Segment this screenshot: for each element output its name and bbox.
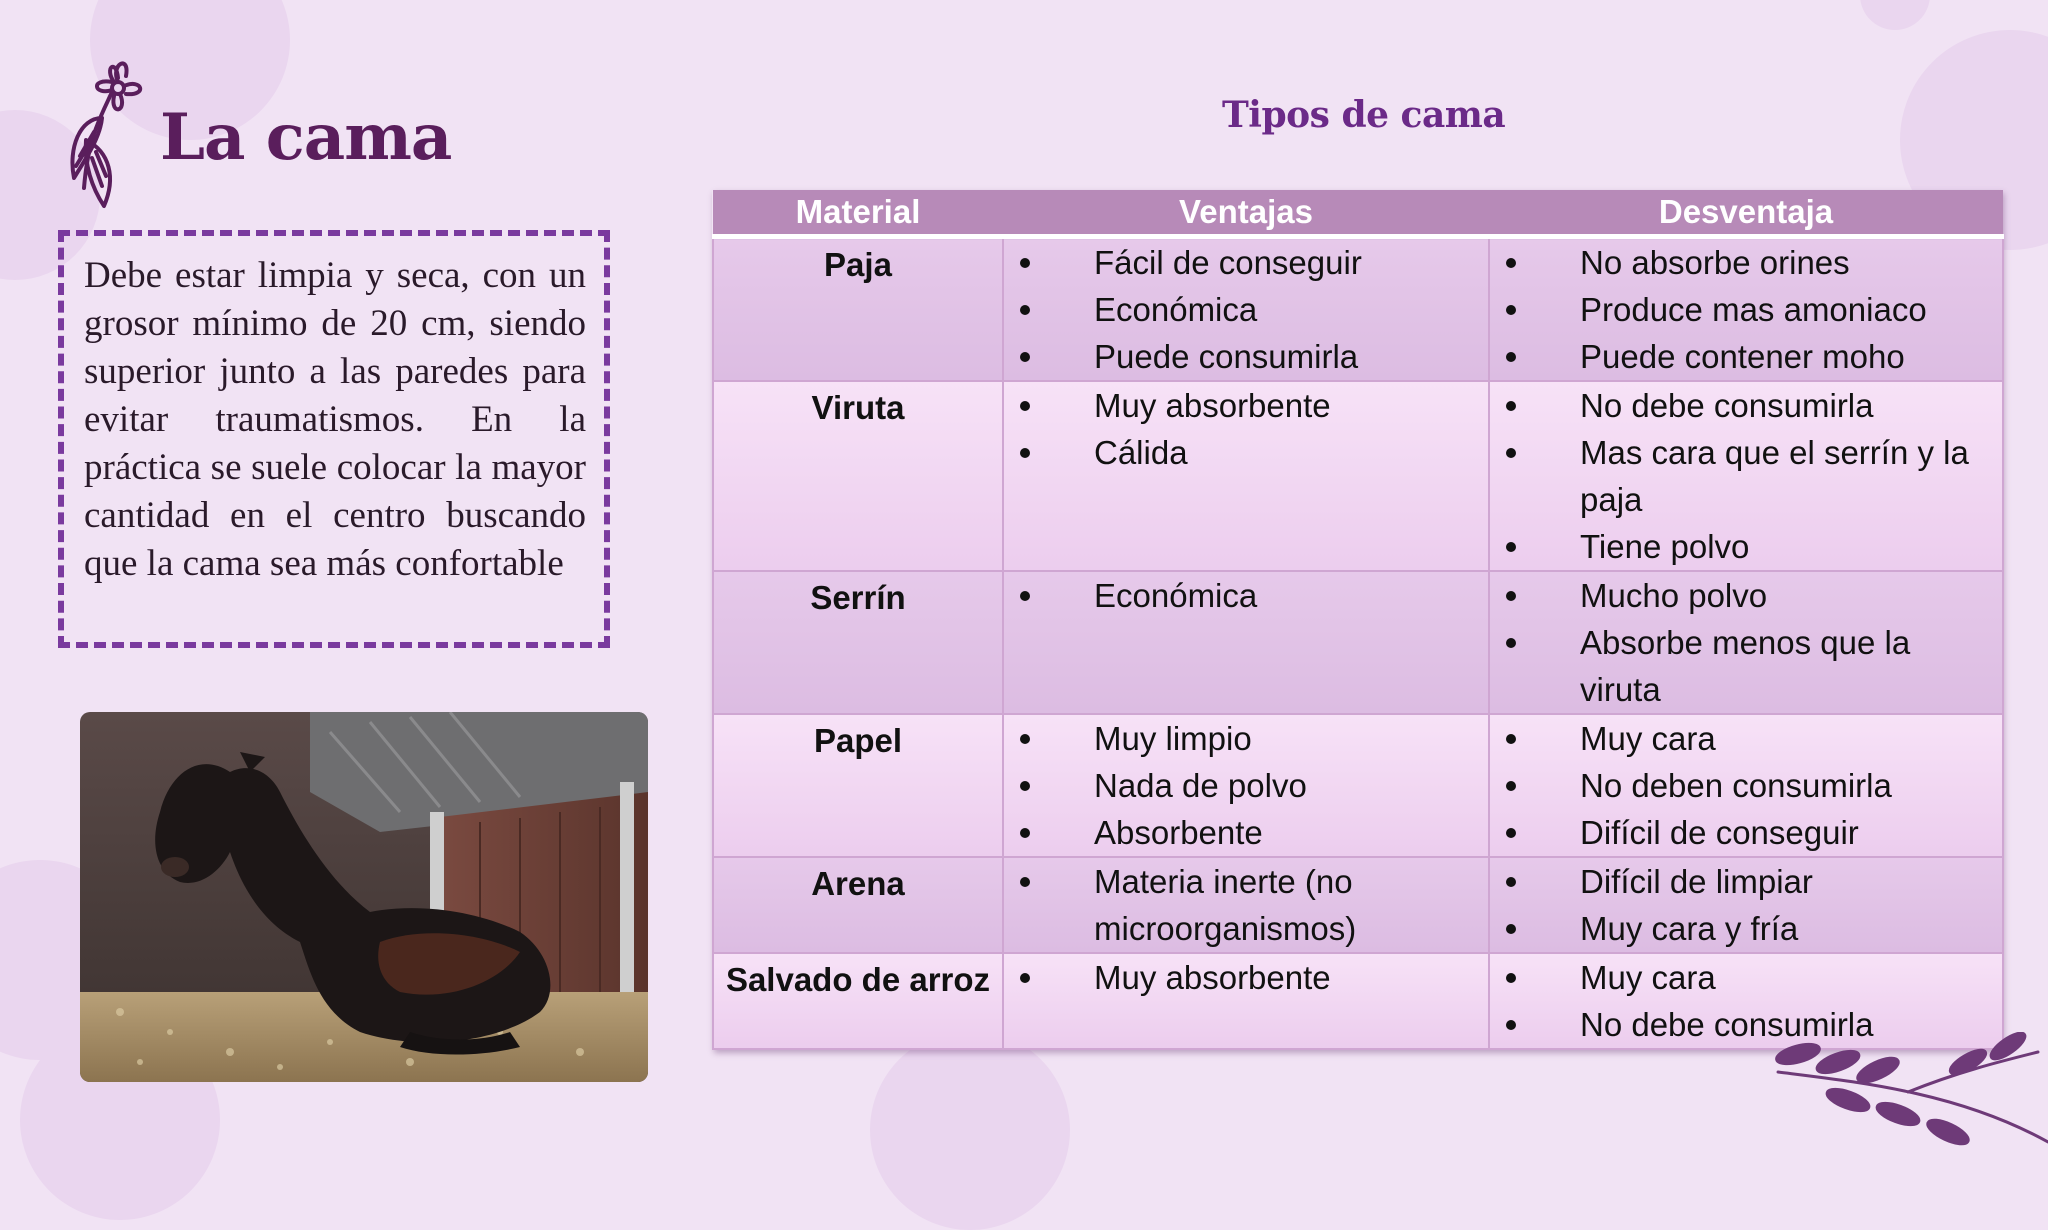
- table-row: [713, 571, 2003, 714]
- list-item: Mas cara que el serrín y la paja: [1490, 429, 2002, 523]
- leaf-branch-icon: [1758, 1032, 2048, 1152]
- list-item: Muy absorbente: [1004, 954, 1488, 1001]
- column-header: Desventaja: [1489, 190, 2003, 237]
- description-text: Debe estar limpia y seca, con un grosor mínimo de 20 cm, siendo superior junto a las paredes para evitar traumatismos. En la práctica se suele colocar la mayor cantidad en el centro buscando que la cama sea más confortable: [84, 255, 586, 584]
- page-title: La cama: [160, 100, 452, 175]
- desventajas-cell: [1489, 714, 2003, 857]
- list-item: Difícil de limpiar: [1490, 858, 2002, 905]
- list-item: Muy cara: [1490, 954, 2002, 1001]
- background-blob: [870, 1030, 1070, 1230]
- list-item: Muy limpio: [1004, 715, 1488, 762]
- list-item: No debe consumirla: [1490, 1001, 2002, 1048]
- background-blob: [1860, 0, 1930, 30]
- list-item: Puede contener moho: [1490, 333, 2002, 380]
- column-header: Ventajas: [1003, 190, 1489, 237]
- desventajas-cell: [1489, 237, 2003, 382]
- list-item: Puede consumirla: [1004, 333, 1488, 380]
- list-item: No debe consumirla: [1490, 382, 2002, 429]
- table-title: Tipos de cama: [1222, 94, 1506, 136]
- description-box: [58, 230, 610, 648]
- horse-illustration: [80, 712, 648, 1082]
- ventajas-cell: [1003, 237, 1489, 382]
- flower-icon: [30, 28, 160, 218]
- material-cell: Serrín: [713, 571, 1003, 714]
- table-row: [713, 714, 2003, 857]
- material-cell: Salvado de arroz: [713, 953, 1003, 1049]
- list-item: Fácil de conseguir: [1004, 239, 1488, 286]
- ventajas-cell: [1003, 714, 1489, 857]
- list-item: Nada de polvo: [1004, 762, 1488, 809]
- horse-photo: [80, 712, 648, 1082]
- ventajas-cell: [1003, 953, 1489, 1049]
- material-cell: Paja: [713, 237, 1003, 382]
- desventajas-cell: [1489, 571, 2003, 714]
- list-item: Muy cara y fría: [1490, 905, 2002, 952]
- list-item: No absorbe orines: [1490, 239, 2002, 286]
- column-header: Material: [713, 190, 1003, 237]
- list-item: No deben consumirla: [1490, 762, 2002, 809]
- ventajas-cell: [1003, 381, 1489, 571]
- list-item: Difícil de conseguir: [1490, 809, 2002, 856]
- list-item: Produce mas amoniaco: [1490, 286, 2002, 333]
- list-item: Materia inerte (no microorganismos): [1004, 858, 1488, 952]
- ventajas-cell: [1003, 571, 1489, 714]
- list-item: Mucho polvo: [1490, 572, 2002, 619]
- table-row: [713, 857, 2003, 953]
- material-cell: Papel: [713, 714, 1003, 857]
- list-item: Muy absorbente: [1004, 382, 1488, 429]
- desventajas-cell: [1489, 381, 2003, 571]
- list-item: Tiene polvo: [1490, 523, 2002, 570]
- list-item: Muy cara: [1490, 715, 2002, 762]
- bedding-table: [712, 190, 2002, 1050]
- list-item: Económica: [1004, 286, 1488, 333]
- material-cell: Arena: [713, 857, 1003, 953]
- material-cell: Viruta: [713, 381, 1003, 571]
- list-item: Absorbente: [1004, 809, 1488, 856]
- list-item: Cálida: [1004, 429, 1488, 476]
- list-item: Económica: [1004, 572, 1488, 619]
- list-item: Absorbe menos que la viruta: [1490, 619, 2002, 713]
- desventajas-cell: [1489, 857, 2003, 953]
- table-row: [713, 381, 2003, 571]
- table-row: [713, 237, 2003, 382]
- ventajas-cell: [1003, 857, 1489, 953]
- table-header-row: [713, 190, 2003, 237]
